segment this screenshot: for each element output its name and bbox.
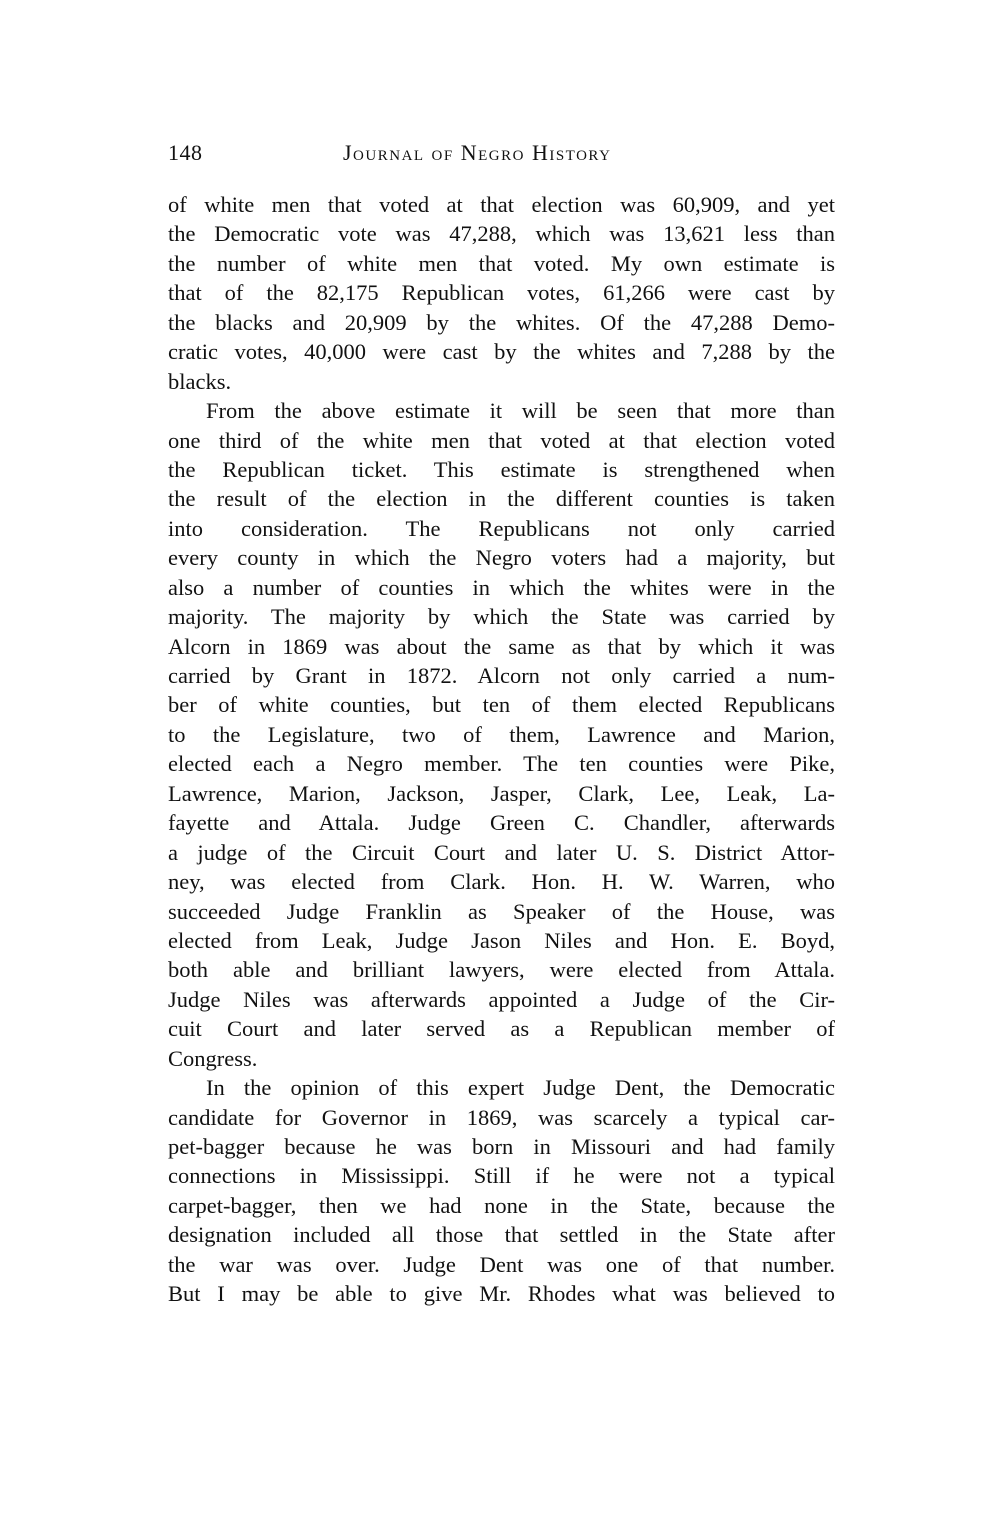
text-line: into consideration. The Republicans not only carried bbox=[168, 515, 835, 541]
text-line: ber of white counties, but ten of them elected Republicans bbox=[168, 692, 835, 718]
text-line: that of the 82,175 Republican votes, 61,266 were cast by bbox=[168, 280, 835, 306]
text-line: ney, was elected from Clark. Hon. H. W. Warren, who bbox=[168, 869, 835, 895]
paragraph bbox=[168, 190, 835, 396]
text-line: connections in Mississippi. Still if he were not a typical bbox=[168, 1163, 835, 1189]
text-line: majority. The majority by which the State was carried by bbox=[168, 604, 835, 630]
text-line: every county in which the Negro voters had a majority, but bbox=[168, 545, 835, 571]
text-line: cratic votes, 40,000 were cast by the whites and 7,288 by the bbox=[168, 339, 835, 365]
text-line: candidate for Governor in 1869, was scarcely a typical car- bbox=[168, 1104, 835, 1130]
text-line: a judge of the Circuit Court and later U. S. District Attor- bbox=[168, 839, 835, 865]
journal-title: Journal of Negro History bbox=[343, 140, 612, 165]
text-line: carried by Grant in 1872. Alcorn not only carried a num- bbox=[168, 663, 835, 688]
paragraph bbox=[168, 1073, 835, 1309]
text-line: elected each a Negro member. The ten counties were Pike, bbox=[168, 751, 835, 777]
paragraph bbox=[168, 396, 835, 1073]
text-line: both able and brilliant lawyers, were elected from Attala. bbox=[168, 957, 835, 983]
text-line: But I may be able to give Mr. Rhodes what was believed to bbox=[168, 1281, 835, 1307]
text-line: Congress. bbox=[168, 1045, 258, 1071]
text-line: to the Legislature, two of them, Lawrence and Marion, bbox=[168, 721, 835, 747]
text-line: Lawrence, Marion, Jackson, Jasper, Clark, Lee, Leak, La- bbox=[168, 780, 835, 806]
text-line: also a number of counties in which the whites were in the bbox=[168, 574, 835, 600]
page-number: 148 bbox=[168, 140, 203, 165]
text-line: fayette and Attala. Judge Green C. Chandler, afterwards bbox=[168, 810, 835, 836]
text-line: succeeded Judge Franklin as Speaker of the House, was bbox=[168, 898, 835, 924]
text-line: In the opinion of this expert Judge Dent, the Democratic bbox=[206, 1075, 835, 1101]
text-line: blacks. bbox=[168, 368, 232, 394]
text-line: one third of the white men that voted at that election voted bbox=[168, 427, 835, 453]
text-line: elected from Leak, Judge Jason Niles and Hon. E. Boyd, bbox=[168, 927, 835, 953]
text-line: From the above estimate it will be seen that more than bbox=[206, 398, 835, 424]
text-line: carpet-bagger, then we had none in the State, because the bbox=[168, 1192, 835, 1218]
text-line: the number of white men that voted. My own estimate is bbox=[168, 250, 835, 276]
text-line: the Republican ticket. This estimate is strengthened when bbox=[168, 456, 835, 482]
text-line: the Democratic vote was 47,288, which was 13,621 less than bbox=[168, 221, 835, 247]
running-head bbox=[168, 140, 835, 170]
text-line: designation included all those that settled in the State after bbox=[168, 1222, 835, 1248]
body-text bbox=[168, 190, 835, 1309]
text-line: the result of the election in the different counties is taken bbox=[168, 486, 835, 512]
text-line: the blacks and 20,909 by the whites. Of the 47,288 Demo- bbox=[168, 309, 835, 335]
text-line: of white men that voted at that election was 60,909, and yet bbox=[168, 192, 835, 217]
text-line: the war was over. Judge Dent was one of that number. bbox=[168, 1251, 835, 1277]
text-line: pet-bagger because he was born in Missouri and had family bbox=[168, 1134, 835, 1159]
text-line: Judge Niles was afterwards appointed a Judge of the Cir- bbox=[168, 986, 835, 1012]
text-line: cuit Court and later served as a Republican member of bbox=[168, 1016, 835, 1042]
text-line: Alcorn in 1869 was about the same as that by which it was bbox=[168, 633, 835, 659]
